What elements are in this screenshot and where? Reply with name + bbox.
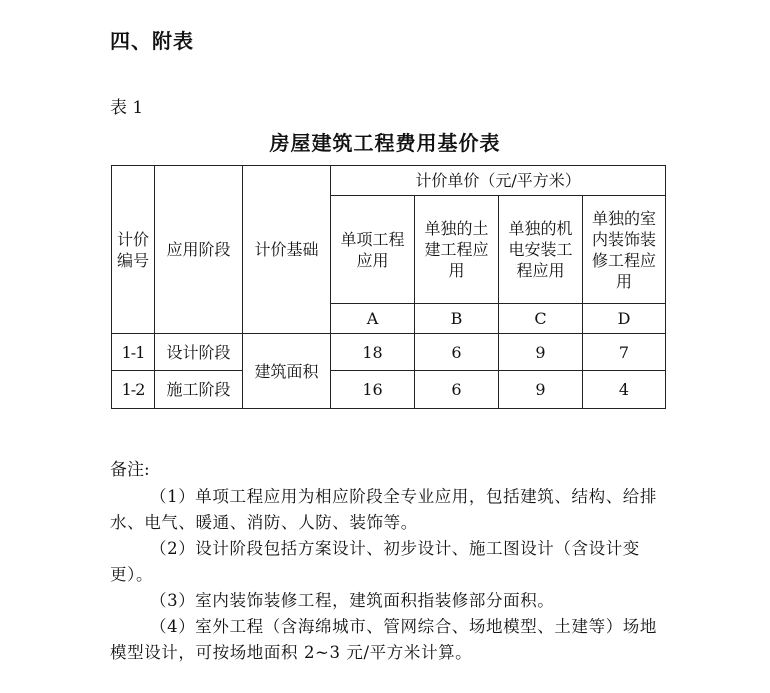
row-value-d: 4 <box>583 371 666 409</box>
row-code: 1-2 <box>112 371 155 409</box>
table-title: 房屋建筑工程费用基价表 <box>269 131 501 155</box>
notes-heading: 备注: <box>110 460 150 480</box>
table-label: 表 1 <box>110 98 144 118</box>
basis-value: 建筑面积 <box>243 334 331 409</box>
row-value-b: 6 <box>415 371 499 409</box>
header-stage: 应用阶段 <box>155 166 243 334</box>
letter-d: D <box>583 304 666 334</box>
row-value-c: 9 <box>499 371 583 409</box>
header-code: 计价编号 <box>112 166 155 334</box>
header-col-a: 单项工程应用 <box>331 196 415 304</box>
header-col-d: 单独的室内装饰装修工程应用 <box>583 196 666 304</box>
fee-table <box>111 165 666 409</box>
note-item: （2）设计阶段包括方案设计、初步设计、施工图设计（含设计变更）。 <box>110 539 640 584</box>
row-value-a: 18 <box>331 334 415 371</box>
letter-a: A <box>331 304 415 334</box>
note-item: （1）单项工程应用为相应阶段全专业应用，包括建筑、结构、给排水、电气、暖通、消防、人防、装饰等。 <box>110 487 657 532</box>
header-basis: 计价基础 <box>243 166 331 334</box>
table-row <box>112 371 666 409</box>
header-unit-price-group: 计价单价（元/平方米） <box>331 166 666 196</box>
section-heading: 四、附表 <box>110 29 194 53</box>
row-stage: 施工阶段 <box>155 371 243 409</box>
table-row <box>112 334 666 371</box>
letter-b: B <box>415 304 499 334</box>
row-value-a: 16 <box>331 371 415 409</box>
row-value-c: 9 <box>499 334 583 371</box>
header-col-b: 单独的土建工程应用 <box>415 196 499 304</box>
note-item: （3）室内装饰装修工程，建筑面积指装修部分面积。 <box>150 591 555 610</box>
row-value-d: 7 <box>583 334 666 371</box>
letter-c: C <box>499 304 583 334</box>
note-item: （4）室外工程（含海绵城市、管网综合、场地模型、土建等）场地模型设计，可按场地面积 2~3 元/平方米计算。 <box>110 617 657 662</box>
row-value-b: 6 <box>415 334 499 371</box>
header-col-c: 单独的机电安装工程应用 <box>499 196 583 304</box>
row-stage: 设计阶段 <box>155 334 243 371</box>
row-code: 1-1 <box>112 334 155 371</box>
